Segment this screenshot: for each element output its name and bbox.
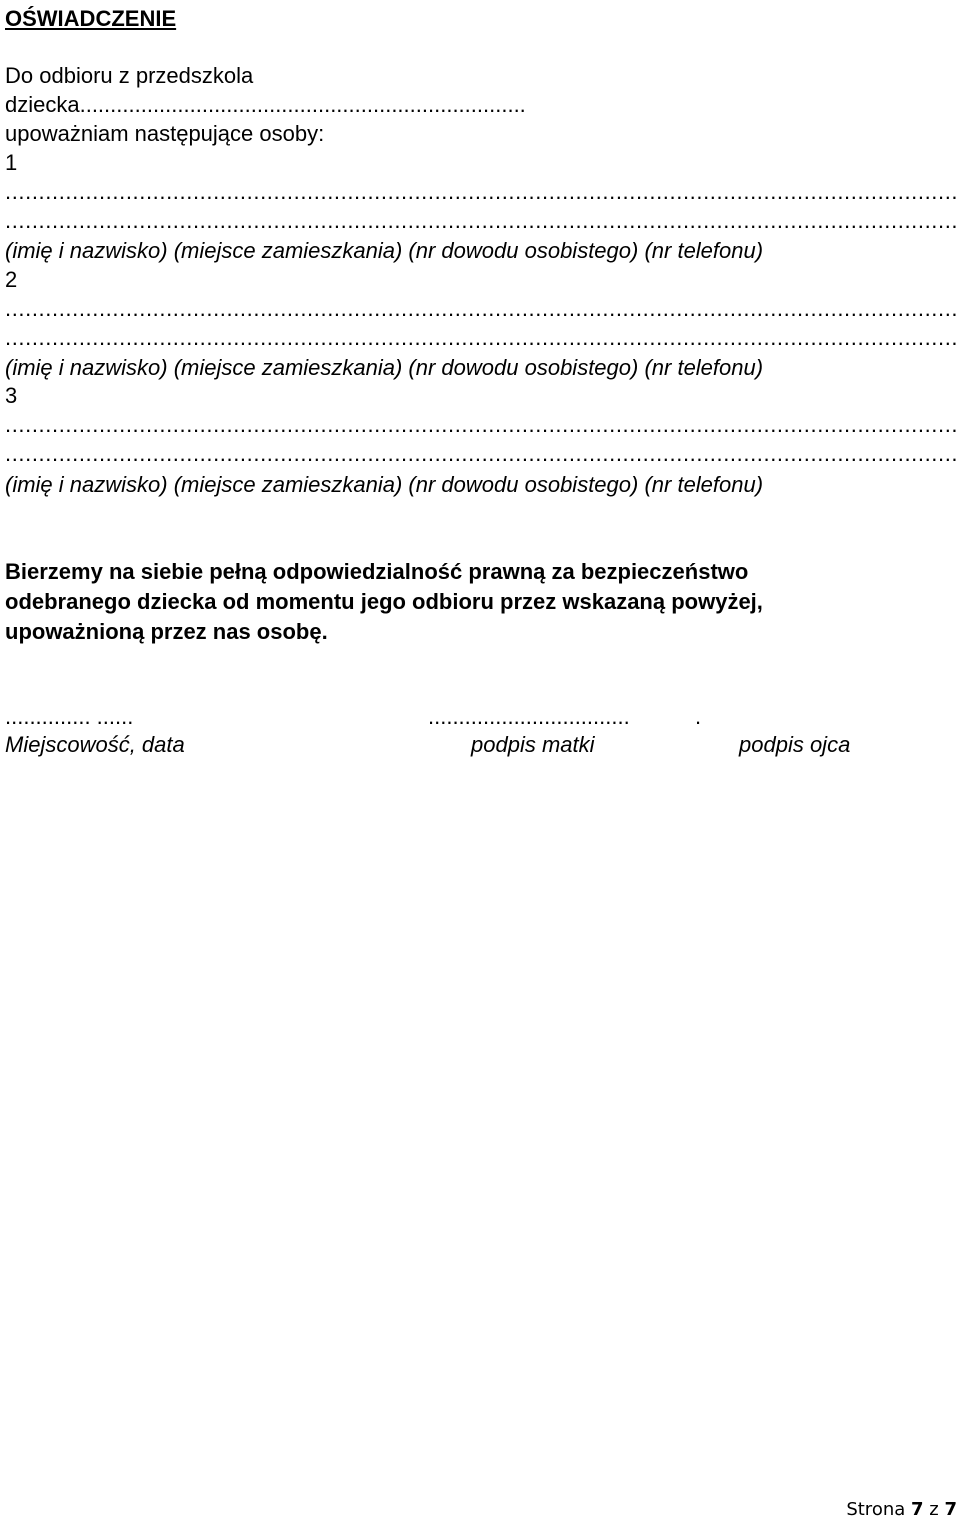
mother-signature-label: podpis matki <box>471 732 595 757</box>
footer-of-word: z <box>929 1499 939 1520</box>
responsibility-statement <box>5 557 955 647</box>
statement-line-3: upoważnioną przez nas osobę. <box>5 619 328 644</box>
father-signature-dots: . <box>695 704 724 729</box>
person-2-fill-line-2 <box>5 327 957 349</box>
person-1-caption: (imię i nazwisko) (miejsce zamieszkania) (nr dowodu osobistego) (nr telefonu) <box>5 238 764 263</box>
person-2-caption: (imię i nazwisko) (miejsce zamieszkania) (nr dowodu osobistego) (nr telefonu) <box>5 355 764 380</box>
person-3-fill-line-1 <box>5 414 957 436</box>
person-2-fill-line-1 <box>5 298 957 320</box>
intro-line-1: Do odbioru z przedszkola <box>5 63 254 88</box>
person-3-number: 3 <box>5 383 18 408</box>
person-1-fill-line-2 <box>5 210 957 232</box>
footer-current-page: 7 <box>911 1499 924 1520</box>
footer-page-word: Strona <box>846 1499 906 1520</box>
page-number-footer <box>846 1498 957 1522</box>
father-signature-label: podpis ojca <box>739 732 851 757</box>
person-2-number: 2 <box>5 267 18 292</box>
footer-total-pages: 7 <box>944 1499 957 1520</box>
place-date-label: Miejscowość, data <box>5 732 185 757</box>
person-1-fill-line-1 <box>5 181 957 203</box>
person-1-number: 1 <box>5 150 18 175</box>
statement-line-2: odebranego dziecka od momentu jego odbioru przez wskazaną powyżej, <box>5 589 763 614</box>
statement-line-1: Bierzemy na siebie pełną odpowiedzialność prawną za bezpieczeństwo <box>5 559 749 584</box>
document-title: OŚWIADCZENIE <box>5 6 177 31</box>
intro-line-3: upoważniam następujące osoby: <box>5 121 325 146</box>
person-3-fill-line-2 <box>5 443 957 465</box>
intro-line-2-child-name: dziecka......................................................................... <box>5 92 526 117</box>
person-3-caption: (imię i nazwisko) (miejsce zamieszkania) (nr dowodu osobistego) (nr telefonu) <box>5 472 764 497</box>
mother-signature-dots: ................................. <box>428 704 630 729</box>
place-date-dots: .............. ...... <box>5 704 134 729</box>
